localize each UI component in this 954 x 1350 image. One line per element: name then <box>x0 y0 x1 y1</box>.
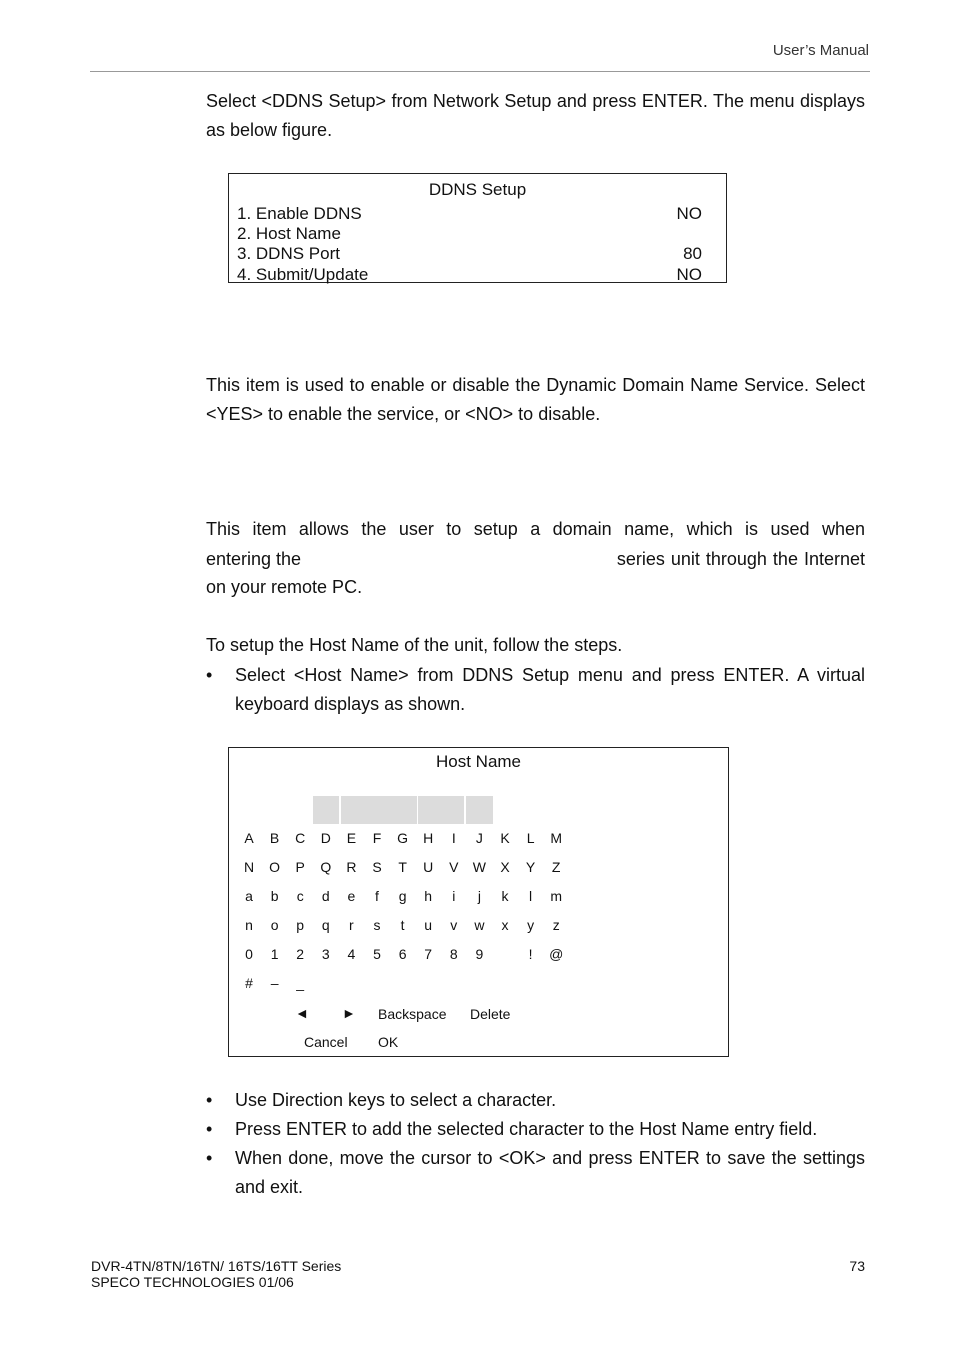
keyboard-key[interactable]: 8 <box>449 946 458 962</box>
ddns-setup-title: DDNS Setup <box>428 180 527 199</box>
keyboard-key[interactable]: 2 <box>296 946 305 962</box>
keyboard-key[interactable]: V <box>449 859 459 875</box>
keyboard-key[interactable]: 9 <box>475 946 484 962</box>
keyboard-key[interactable]: l <box>529 888 533 904</box>
keyboard-key[interactable]: A <box>244 830 254 846</box>
menu-item-value: 80 <box>683 244 702 263</box>
header-label: User’s Manual <box>772 42 869 59</box>
menu-item-host-name <box>237 224 702 244</box>
keyboard-key[interactable]: 5 <box>373 946 381 962</box>
delete-key[interactable]: Delete <box>470 1006 511 1022</box>
bullet-item <box>206 661 865 721</box>
menu-item-label: 4. Submit/Update <box>237 265 369 284</box>
ddns-setup-menu <box>228 173 727 283</box>
keyboard-title: Host Name <box>435 752 522 771</box>
bullet-item <box>206 1086 865 1114</box>
keyboard-key[interactable]: j <box>477 888 481 904</box>
footer-company: SPECO TECHNOLOGIES 01/06 <box>91 1274 294 1290</box>
keyboard-key[interactable]: L <box>526 830 535 846</box>
keyboard-key[interactable]: F <box>372 830 382 846</box>
keyboard-key[interactable]: f <box>375 888 379 904</box>
keyboard-key[interactable]: I <box>451 830 456 846</box>
keyboard-key[interactable]: h <box>424 888 433 904</box>
bullet-text: Press ENTER to add the selected character to the Host Name entry field. <box>235 1119 818 1139</box>
keyboard-key[interactable]: G <box>397 830 409 846</box>
steps-intro: To setup the Host Name of the unit, follow the steps. <box>206 635 623 655</box>
keyboard-key[interactable]: # <box>245 975 253 991</box>
keyboard-key[interactable]: Y <box>525 859 536 875</box>
keyboard-key[interactable]: Z <box>551 859 561 875</box>
keyboard-key[interactable]: S <box>372 859 382 875</box>
page-number: 73 <box>849 1258 865 1274</box>
keyboard-key[interactable]: t <box>400 917 405 933</box>
keyboard-key[interactable]: y <box>527 917 535 933</box>
keyboard-key[interactable]: r <box>349 917 354 933</box>
header-divider <box>90 71 870 72</box>
keyboard-key[interactable]: N <box>243 859 255 875</box>
keyboard-key[interactable]: Q <box>320 859 332 875</box>
cancel-button[interactable]: Cancel <box>304 1034 348 1050</box>
keyboard-key[interactable]: 3 <box>321 946 330 962</box>
entry-cell <box>341 796 417 824</box>
keyboard-key[interactable]: k <box>501 888 509 904</box>
keyboard-key[interactable]: z <box>552 917 560 933</box>
keyboard-key[interactable]: @ <box>549 946 564 962</box>
enable-ddns-paragraph: This item is used to enable or disable the Dynamic Domain Name Service. Select <YES> to enable the service, or <NO> to disable. <box>206 375 865 424</box>
cursor-left-key[interactable]: ◄ <box>295 1005 309 1021</box>
keyboard-key[interactable]: U <box>423 859 434 875</box>
host-name-line-1: This item allows the user to setup a domain name, which is used when <box>206 519 865 539</box>
keyboard-key[interactable]: v <box>450 917 458 933</box>
keyboard-key[interactable]: d <box>321 888 330 904</box>
keyboard-key[interactable]: c <box>296 888 304 904</box>
menu-item-value: NO <box>676 265 702 284</box>
host-name-line-2-right: series unit through the Internet <box>616 549 865 569</box>
keyboard-key[interactable]: D <box>320 830 331 846</box>
menu-item-ddns-port <box>237 244 702 264</box>
keyboard-key[interactable]: e <box>347 888 356 904</box>
menu-item-enable-ddns <box>237 204 702 224</box>
keyboard-key[interactable]: X <box>500 859 510 875</box>
keyboard-key[interactable]: P <box>295 859 305 875</box>
keyboard-key[interactable]: 1 <box>270 946 279 962</box>
cursor-right-key[interactable]: ► <box>342 1005 356 1021</box>
keyboard-key[interactable]: i <box>452 888 456 904</box>
keyboard-key[interactable]: B <box>269 830 280 846</box>
host-name-line-2-left: entering the <box>206 549 302 569</box>
keyboard-key[interactable]: E <box>346 830 357 846</box>
keyboard-key[interactable]: J <box>475 830 483 846</box>
bullet-symbol: • <box>206 665 213 685</box>
menu-item-submit-update <box>237 265 702 285</box>
keyboard-key[interactable]: 7 <box>424 946 433 962</box>
menu-item-value: NO <box>676 204 702 223</box>
keyboard-key[interactable]: T <box>398 859 407 875</box>
bullet-item <box>206 1144 865 1202</box>
keyboard-key[interactable]: m <box>550 888 563 904</box>
keyboard-key[interactable]: W <box>472 859 486 875</box>
bullet-text: Use Direction keys to select a character. <box>235 1090 557 1110</box>
host-name-line-3: on your remote PC. <box>206 577 363 597</box>
bullet-item <box>206 1115 865 1143</box>
keyboard-key[interactable]: u <box>424 917 433 933</box>
bullet-symbol: • <box>206 1148 213 1168</box>
entry-cell <box>418 796 464 824</box>
entry-cell <box>313 796 339 824</box>
keyboard-key[interactable]: o <box>270 917 279 933</box>
keyboard-key[interactable]: 4 <box>347 946 356 962</box>
keyboard-key[interactable]: R <box>346 859 357 875</box>
keyboard-key[interactable]: H <box>423 830 434 846</box>
keyboard-key[interactable]: a <box>245 888 253 904</box>
intro-paragraph: Select <DDNS Setup> from Network Setup and press ENTER. The menu displays as below figure. <box>206 91 865 140</box>
keyboard-key[interactable]: 6 <box>398 946 407 962</box>
bullet-text: When done, move the cursor to <OK> and press ENTER to save the settings and exit. <box>235 1148 865 1197</box>
keyboard-key[interactable]: M <box>550 830 563 846</box>
keyboard-key[interactable]: n <box>245 917 253 933</box>
keyboard-key[interactable]: _ <box>296 975 305 991</box>
menu-item-label: 2. Host Name <box>237 224 341 243</box>
menu-item-label: 1. Enable DDNS <box>237 204 362 223</box>
bullet-symbol: • <box>206 1090 213 1110</box>
backspace-key[interactable]: Backspace <box>378 1006 447 1022</box>
footer-model: DVR-4TN/8TN/16TN/ 16TS/16TT Series <box>91 1258 342 1274</box>
keyboard-key[interactable]: C <box>295 830 306 846</box>
keyboard-key[interactable]: ! <box>528 946 533 962</box>
keyboard-key[interactable]: s <box>373 917 381 933</box>
ok-button[interactable]: OK <box>378 1034 399 1050</box>
keyboard-key[interactable]: g <box>398 888 407 904</box>
keyboard-key[interactable]: K <box>500 830 510 846</box>
keyboard-key[interactable]: x <box>501 917 509 933</box>
keyboard-key[interactable]: w <box>474 917 485 933</box>
keyboard-key[interactable]: q <box>321 917 330 933</box>
entry-cell <box>466 796 493 824</box>
keyboard-key[interactable]: O <box>269 859 281 875</box>
keyboard-key[interactable]: 0 <box>245 946 253 962</box>
menu-item-label: 3. DDNS Port <box>237 244 340 263</box>
host-name-keyboard <box>228 747 729 1057</box>
keyboard-key[interactable]: – <box>270 975 279 991</box>
keyboard-key[interactable]: p <box>296 917 305 933</box>
bullet-text: Select <Host Name> from DDNS Setup menu and press ENTER. A virtual keyboard displays as shown. <box>235 665 865 714</box>
keyboard-key[interactable]: b <box>270 888 279 904</box>
bullet-symbol: • <box>206 1119 213 1139</box>
